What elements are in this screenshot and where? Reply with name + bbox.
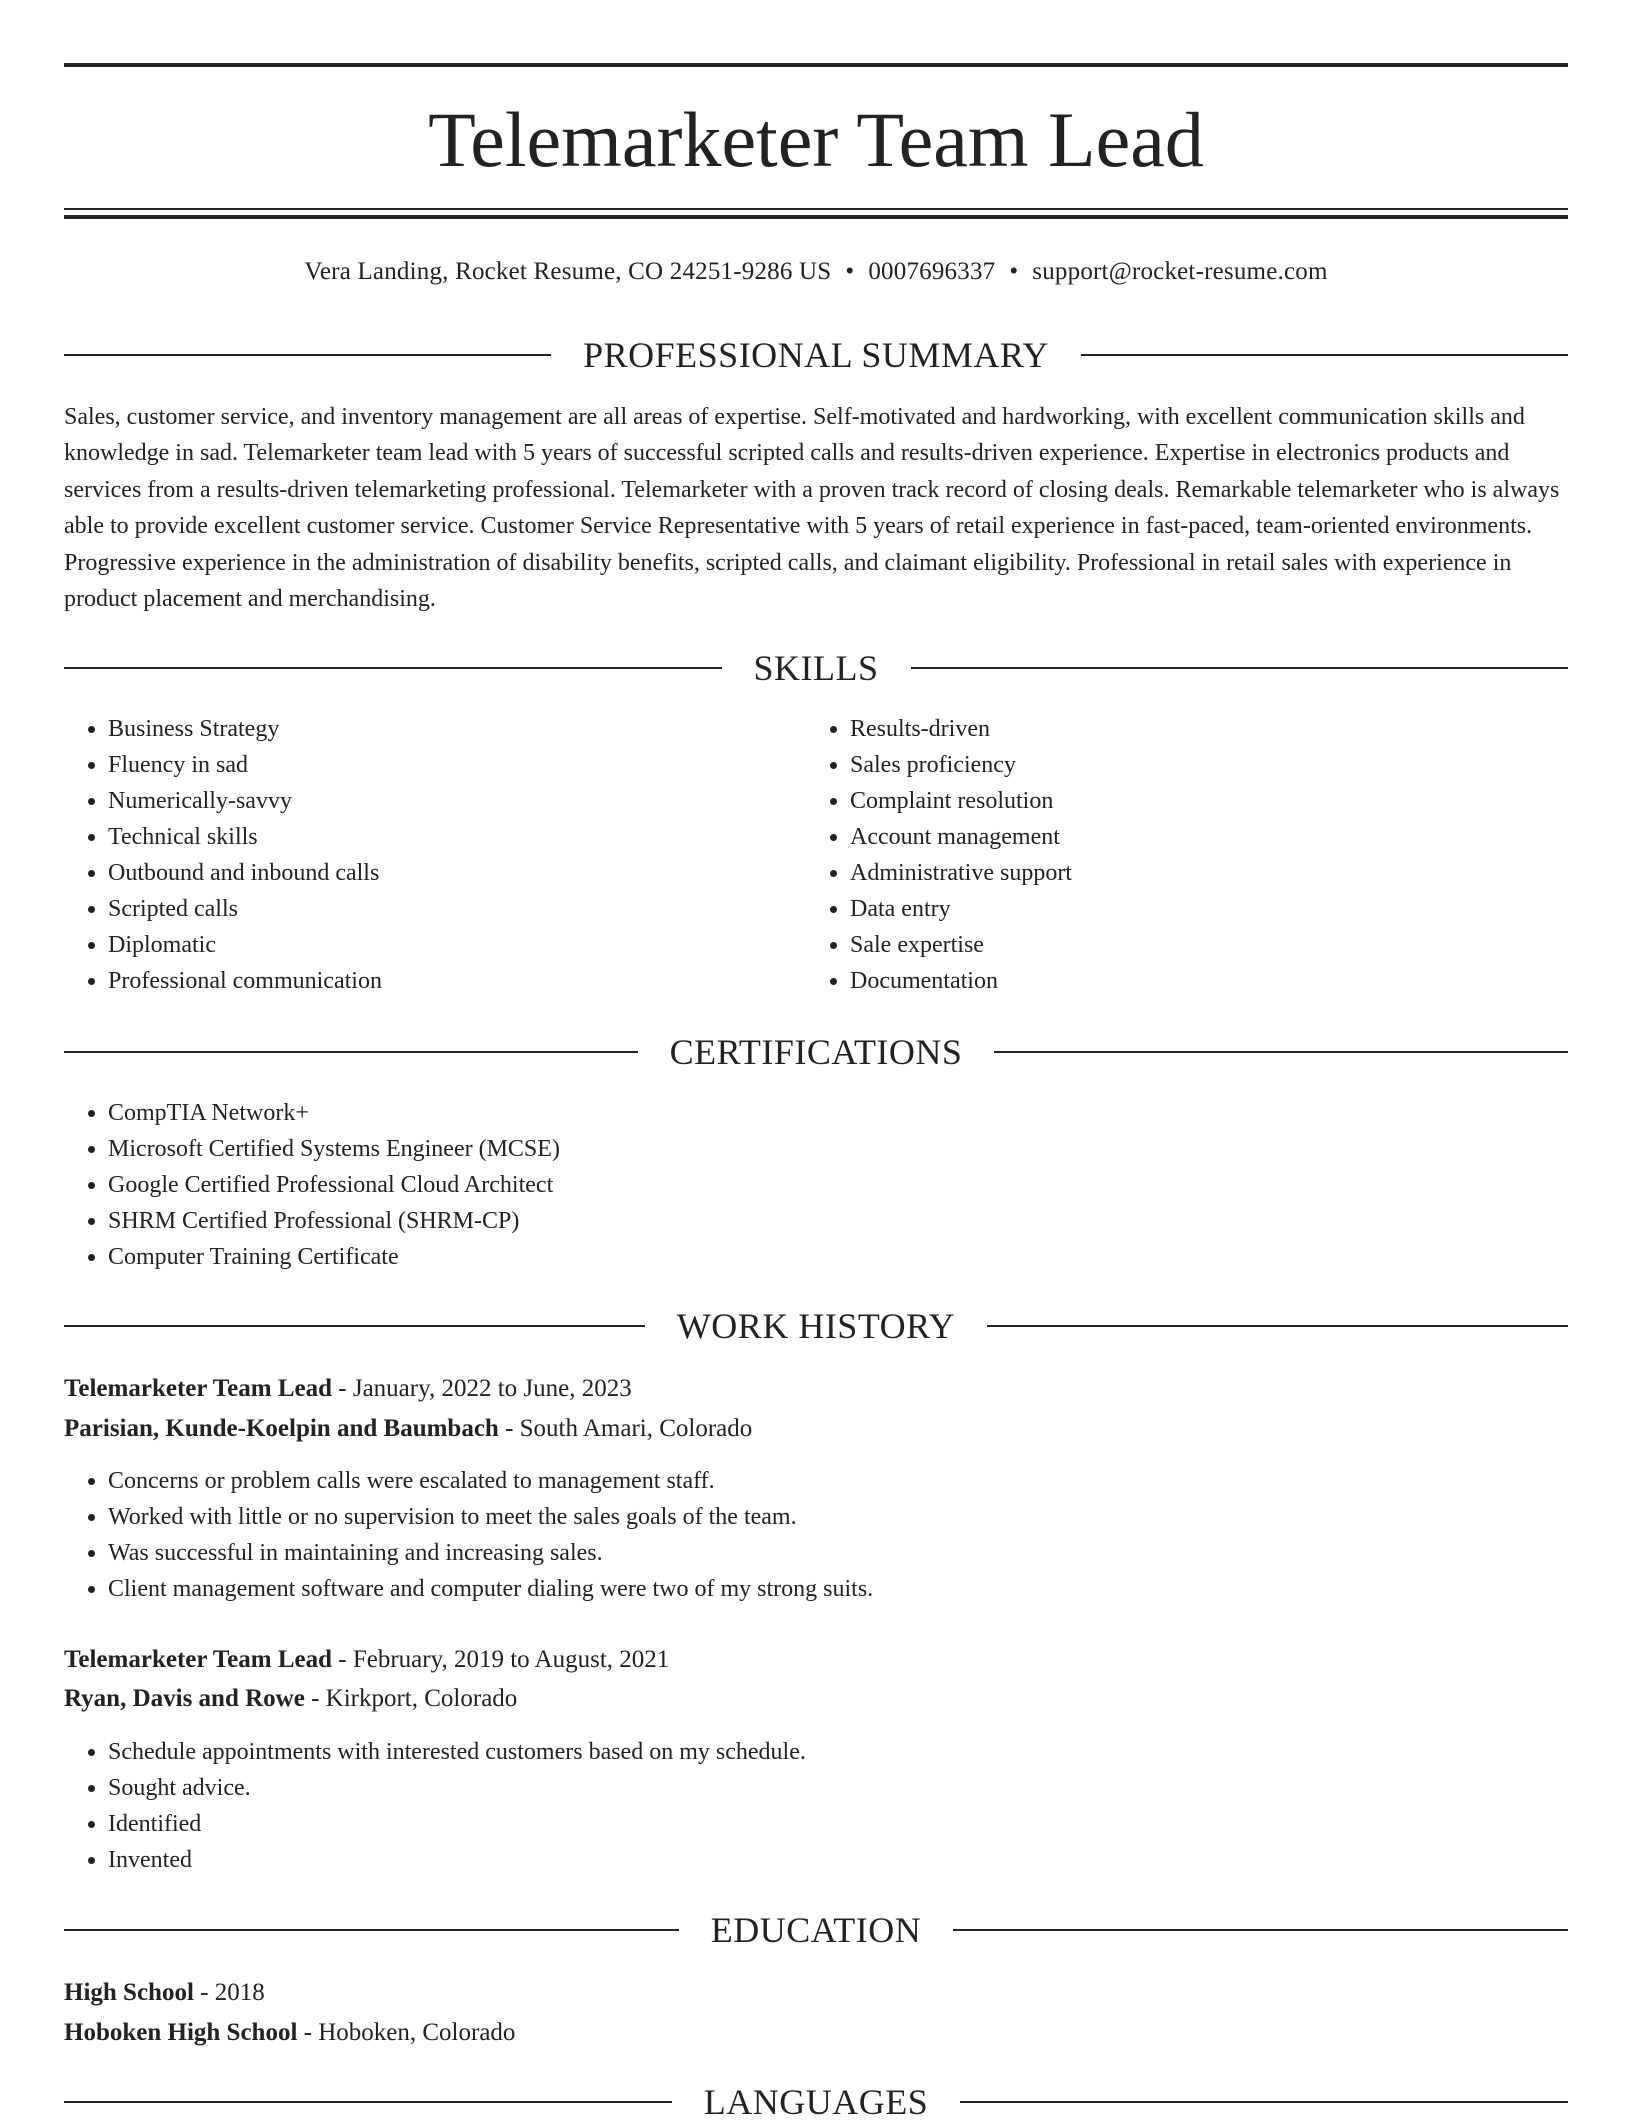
- skill-item: • Outbound and inbound calls: [108, 855, 808, 891]
- section-rule: [953, 1929, 1568, 1931]
- section-title: EDUCATION: [710, 1910, 922, 1950]
- job-bullet: • Identified: [108, 1806, 1508, 1842]
- job-1-title-line: [64, 1371, 1568, 1407]
- section-header-skills: [64, 648, 1568, 688]
- section-rule: [1081, 354, 1568, 356]
- skill-item: • Complaint resolution: [850, 783, 1550, 819]
- job-1-company-line: [64, 1411, 1568, 1447]
- section-title: LANGUAGES: [703, 2082, 929, 2122]
- skill-item: • Numerically-savvy: [108, 783, 808, 819]
- job-company: Ryan, Davis and Rowe: [64, 1685, 305, 1712]
- section-rule: [64, 1325, 645, 1327]
- job-role: Telemarketer Team Lead: [64, 1375, 333, 1402]
- section-title: CERTIFICATIONS: [669, 1032, 963, 1072]
- certifications-list: [64, 1095, 1508, 1275]
- job-location: - Kirkport, Colorado: [304, 1685, 518, 1712]
- skill-item: • Professional communication: [108, 963, 808, 999]
- job-bullet: • Concerns or problem calls were escalated to management staff.: [108, 1463, 1508, 1499]
- certification-item: • Computer Training Certificate: [108, 1239, 1508, 1275]
- education-degree: High School: [64, 1979, 194, 2006]
- contact-separator: •: [845, 258, 855, 285]
- top-rule: [64, 63, 1568, 67]
- job-bullet: • Sought advice.: [108, 1770, 1508, 1806]
- section-rule: [64, 667, 722, 669]
- job-bullet: • Invented: [108, 1842, 1508, 1878]
- section-header-certifications: [64, 1032, 1568, 1072]
- certification-item: • Microsoft Certified Systems Engineer (MCSE): [108, 1131, 1508, 1167]
- skill-item: • Scripted calls: [108, 891, 808, 927]
- section-header-languages: [64, 2082, 1568, 2122]
- section-title: PROFESSIONAL SUMMARY: [583, 335, 1049, 375]
- education-school: Hoboken High School: [64, 2019, 298, 2046]
- skills-list-left: [64, 711, 808, 999]
- job-bullet: • Client management software and computer dialing were two of my strong suits.: [108, 1571, 1508, 1607]
- header-rule-thin: [64, 208, 1568, 210]
- job-location: - South Amari, Colorado: [498, 1415, 753, 1442]
- section-rule: [64, 2101, 672, 2103]
- skill-item: • Sales proficiency: [850, 747, 1550, 783]
- certification-item: • SHRM Certified Professional (SHRM-CP): [108, 1203, 1508, 1239]
- section-title: SKILLS: [753, 648, 879, 688]
- education-location: - Hoboken, Colorado: [297, 2019, 516, 2046]
- skill-item: • Fluency in sad: [108, 747, 808, 783]
- job-role: Telemarketer Team Lead: [64, 1646, 333, 1673]
- candidate-name: Telemarketer Team Lead: [428, 96, 1204, 183]
- contact-email[interactable]: support@rocket-resume.com: [1032, 258, 1328, 285]
- section-rule: [64, 354, 551, 356]
- education-school-line: [64, 2015, 1568, 2051]
- skill-item: • Administrative support: [850, 855, 1550, 891]
- job-1-bullets: [64, 1463, 1508, 1607]
- job-bullet: • Was successful in maintaining and increasing sales.: [108, 1535, 1508, 1571]
- contact-address: Vera Landing, Rocket Resume, CO 24251-9286 US: [304, 258, 832, 285]
- section-rule: [994, 1051, 1568, 1053]
- header-rule-thick: [64, 215, 1568, 219]
- section-rule: [64, 1051, 638, 1053]
- section-header-education: [64, 1910, 1568, 1950]
- section-rule: [911, 667, 1569, 669]
- job-2-title-line: [64, 1642, 1568, 1678]
- section-rule: [987, 1325, 1568, 1327]
- contact-separator: •: [1009, 258, 1019, 285]
- certification-item: • CompTIA Network+: [108, 1095, 1508, 1131]
- contact-phone: 0007696337: [868, 258, 996, 285]
- education-degree-line: [64, 1975, 1568, 2011]
- certification-item: • Google Certified Professional Cloud Architect: [108, 1167, 1508, 1203]
- job-2-bullets: [64, 1734, 1508, 1878]
- section-title: WORK HISTORY: [676, 1306, 956, 1346]
- skill-item: • Business Strategy: [108, 711, 808, 747]
- job-2-company-line: [64, 1681, 1568, 1717]
- education-year: - 2018: [193, 1979, 265, 2006]
- job-bullet: • Worked with little or no supervision to meet the sales goals of the team.: [108, 1499, 1508, 1535]
- skill-item: • Data entry: [850, 891, 1550, 927]
- skill-item: • Results-driven: [850, 711, 1550, 747]
- section-header-summary: [64, 335, 1568, 375]
- job-dates: - February, 2019 to August, 2021: [332, 1646, 670, 1673]
- skill-item: • Documentation: [850, 963, 1550, 999]
- summary-text: Sales, customer service, and inventory management are all areas of expertise. Self-motivated and hardworking, with excellent communication skills and knowledge in sad. Telemarketer team lead with 5 years of successful scripted calls and results-driven experience. Expertise in electronics products and services from a results-driven telemarketing professional. Telemarketer with a proven track record of closing deals. Remarkable telemarketer who is always able to provide excellent customer service. Customer Service Representative with 5 years of retail experience in fast-paced, team-oriented environments. Progressive experience in the administration of disability benefits, scripted calls, and claimant eligibility. Professional in retail sales with experience in product placement and merchandising.: [64, 404, 1560, 613]
- job-dates: - January, 2022 to June, 2023: [332, 1375, 632, 1402]
- skill-item: • Diplomatic: [108, 927, 808, 963]
- section-rule: [64, 1929, 679, 1931]
- section-rule: [960, 2101, 1568, 2103]
- skill-item: • Account management: [850, 819, 1550, 855]
- skills-list-right: [806, 711, 1550, 999]
- skill-item: • Technical skills: [108, 819, 808, 855]
- job-bullet: • Schedule appointments with interested customers based on my schedule.: [108, 1734, 1508, 1770]
- skill-item: • Sale expertise: [850, 927, 1550, 963]
- job-company: Parisian, Kunde-Koelpin and Baumbach: [64, 1415, 499, 1442]
- section-header-work-history: [64, 1306, 1568, 1346]
- contact-line: [64, 254, 1568, 290]
